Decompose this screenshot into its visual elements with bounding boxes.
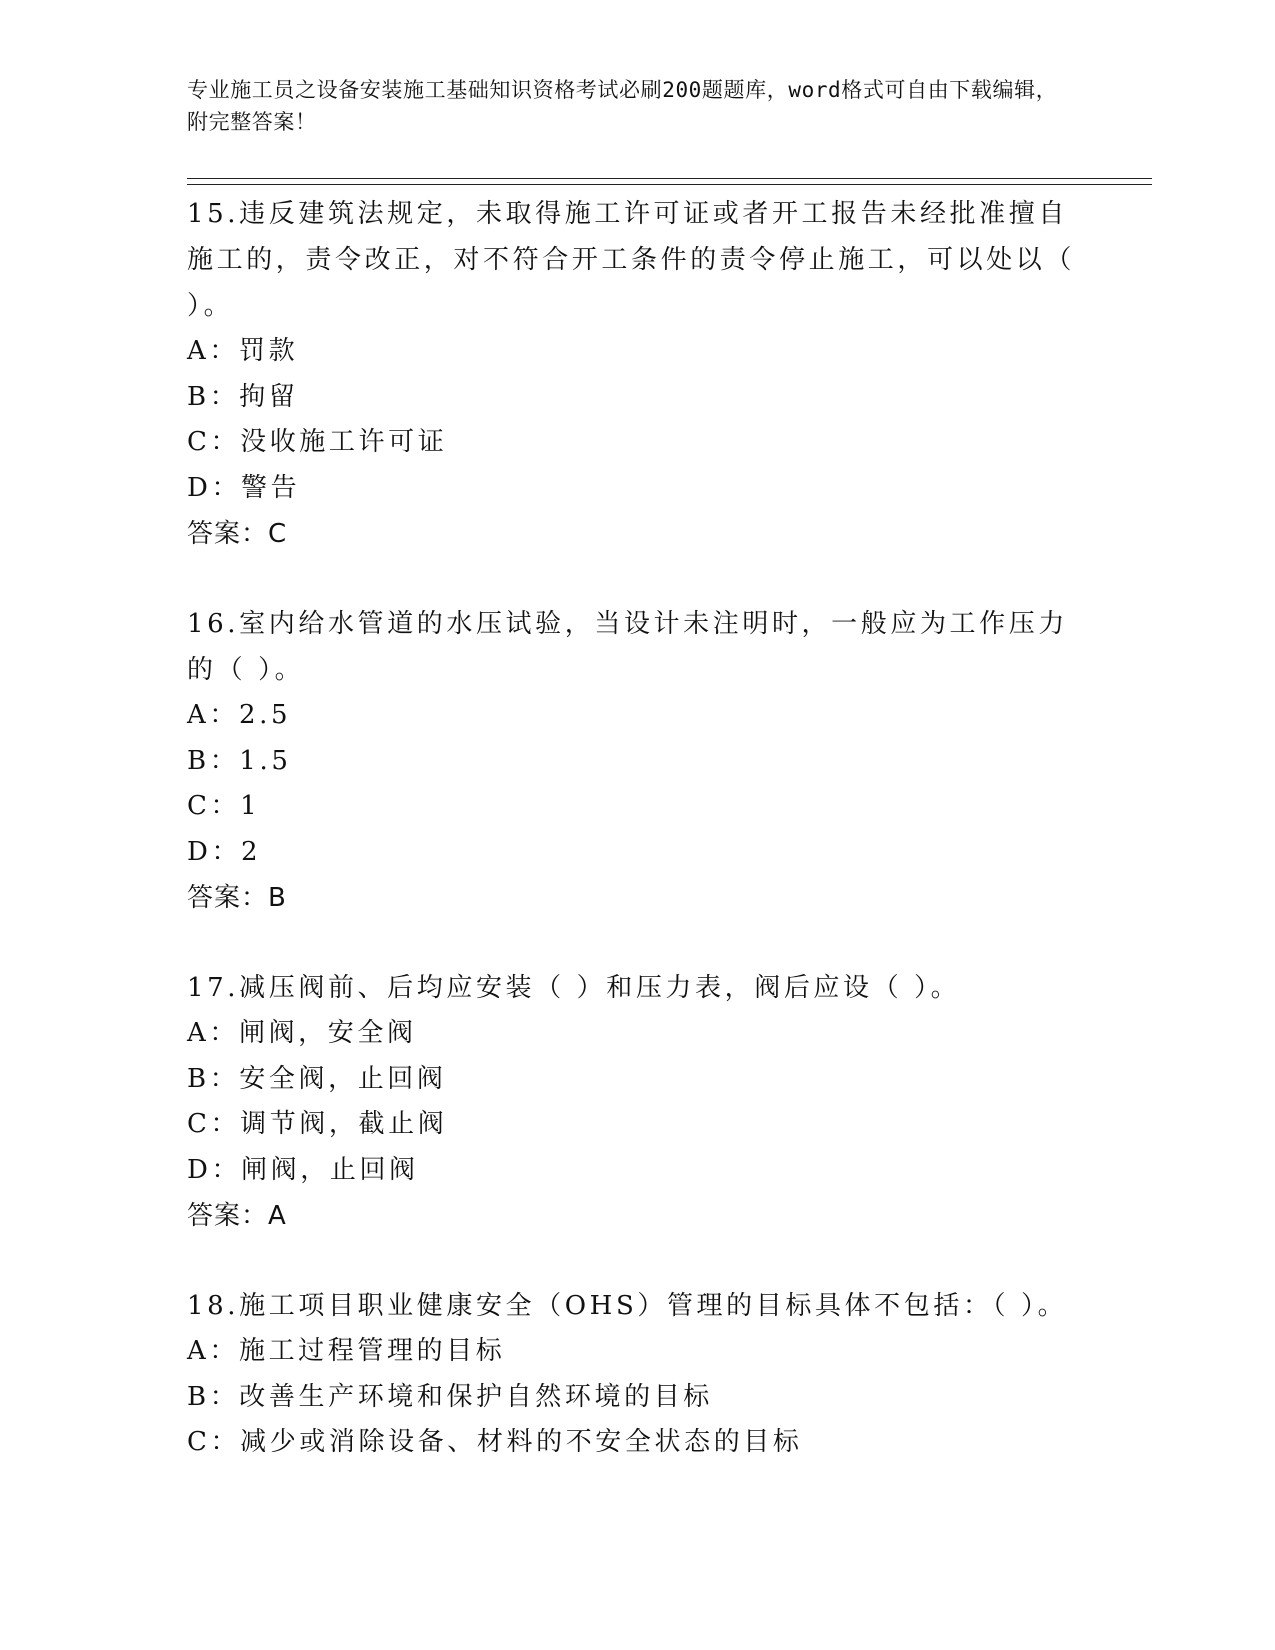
option-b: B：拘留 xyxy=(187,381,299,412)
question-stem: 17.减压阀前、后均应安装（ ）和压力表，阀后应设（ ）。 xyxy=(187,973,961,1003)
question-15 xyxy=(187,191,1087,557)
question-17 xyxy=(187,965,1087,1239)
option-d: D：2 xyxy=(187,836,262,867)
question-list xyxy=(187,191,1087,1510)
header-rule-bottom xyxy=(187,184,1152,185)
question-18 xyxy=(187,1283,1087,1466)
question-16 xyxy=(187,601,1087,921)
option-d: D：闸阀，止回阀 xyxy=(187,1154,419,1185)
option-b: B：1.5 xyxy=(187,745,292,776)
option-b: B：安全阀，止回阀 xyxy=(187,1063,447,1094)
question-stem: 15.违反建筑法规定，未取得施工许可证或者开工报告未经批准擅自施工的，责令改正，对不符合开工条件的责令停止施工，可以处以（ ）。 xyxy=(187,199,1076,321)
answer: 答案：B xyxy=(187,883,287,913)
option-c: C：没收施工许可证 xyxy=(187,427,448,457)
header-rule-top xyxy=(187,178,1152,179)
option-c: C：调节阀，截止阀 xyxy=(187,1109,448,1139)
option-c: C：减少或消除设备、材料的不安全状态的目标 xyxy=(187,1427,803,1457)
option-a: A：罚款 xyxy=(187,336,299,366)
option-b: B：改善生产环境和保护自然环境的目标 xyxy=(187,1381,713,1412)
option-c: C：1 xyxy=(187,791,261,821)
option-d: D：警告 xyxy=(187,472,301,503)
option-a: A：2.5 xyxy=(187,700,292,730)
document-header: 专业施工员之设备安装施工基础知识资格考试必刷200题题库，word格式可自由下载编辑，附完整答案！ xyxy=(187,78,1058,134)
answer: 答案：A xyxy=(187,1201,287,1231)
question-stem: 16.室内给水管道的水压试验，当设计未注明时，一般应为工作压力的（ ）。 xyxy=(187,609,1068,685)
option-a: A：施工过程管理的目标 xyxy=(187,1336,506,1366)
answer: 答案：C xyxy=(187,519,288,549)
question-stem: 18.施工项目职业健康安全（OHS）管理的目标具体不包括：（ ）。 xyxy=(187,1291,1068,1321)
option-a: A：闸阀，安全阀 xyxy=(187,1018,417,1048)
